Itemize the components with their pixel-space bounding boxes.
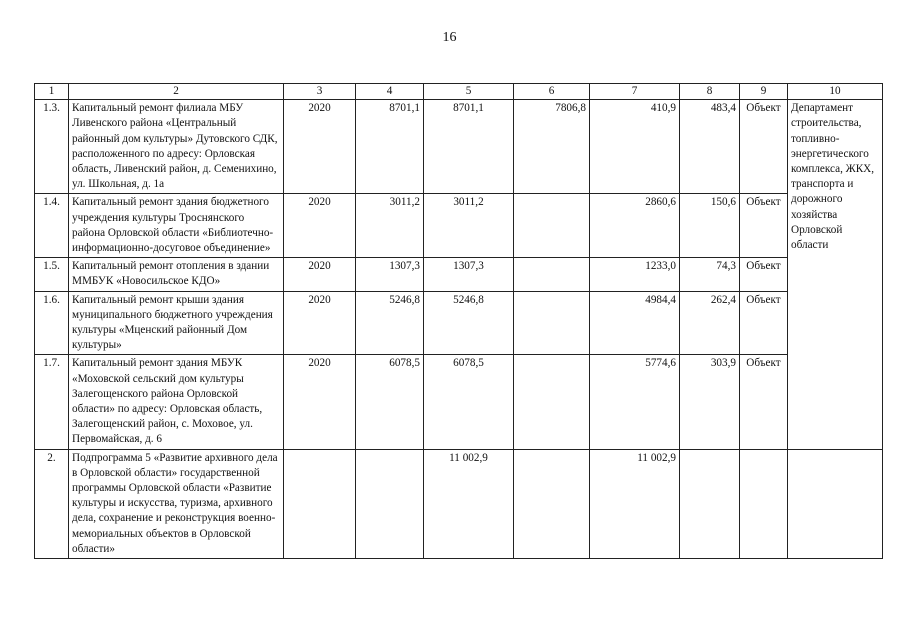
header-cell-1: 1 xyxy=(35,84,69,100)
table-row xyxy=(35,100,883,194)
row-value-8: 74,3 xyxy=(680,258,740,291)
row-value-5: 1307,3 xyxy=(424,258,514,291)
row-description: Капитальный ремонт здания бюджетного учреждения культуры Троснянского района Орловской области «Библиотечно-информационно-досуговое объединение» xyxy=(69,194,284,258)
row-description: Подпрограмма 5 «Развитие архивного дела в Орловской области» государственной программы Орловской области «Развитие культуры и искусства, туризма, архивного дела, сохранение и реконструкция военно-мемориальных объектов в Орловской области» xyxy=(69,449,284,558)
row-value-4: 3011,2 xyxy=(356,194,424,258)
row-value-4: 8701,1 xyxy=(356,100,424,194)
row-description: Капитальный ремонт здания МБУК «Моховской сельский дом культуры Залегощенского района Орловской области» по адресу: Орловская область, Залегощенский район, с. Моховое, ул. Первомайская, д. 6 xyxy=(69,355,284,449)
row-value-8: 150,6 xyxy=(680,194,740,258)
row-value-8: 483,4 xyxy=(680,100,740,194)
row-value-8: 262,4 xyxy=(680,291,740,355)
row-year: 2020 xyxy=(284,355,356,449)
row-value-7: 410,9 xyxy=(590,100,680,194)
header-cell-3: 3 xyxy=(284,84,356,100)
row-number: 2. xyxy=(35,449,69,558)
row-value-7: 5774,6 xyxy=(590,355,680,449)
table-row xyxy=(35,291,883,355)
row-unit: Объект xyxy=(740,100,788,194)
row-value-4 xyxy=(356,449,424,558)
row-value-5: 6078,5 xyxy=(424,355,514,449)
row-value-6 xyxy=(514,194,590,258)
budget-table xyxy=(34,83,883,559)
row-number: 1.3. xyxy=(35,100,69,194)
header-cell-9: 9 xyxy=(740,84,788,100)
row-value-8: 303,9 xyxy=(680,355,740,449)
row-value-5: 3011,2 xyxy=(424,194,514,258)
row-number: 1.6. xyxy=(35,291,69,355)
row-value-6: 7806,8 xyxy=(514,100,590,194)
row-number: 1.5. xyxy=(35,258,69,291)
responsible-empty xyxy=(788,449,883,558)
header-cell-4: 4 xyxy=(356,84,424,100)
page-number: 16 xyxy=(442,30,457,45)
row-year xyxy=(284,449,356,558)
row-unit: Объект xyxy=(740,355,788,449)
header-cell-8: 8 xyxy=(680,84,740,100)
row-year: 2020 xyxy=(284,258,356,291)
row-value-4: 1307,3 xyxy=(356,258,424,291)
header-cell-2: 2 xyxy=(69,84,284,100)
table-row xyxy=(35,194,883,258)
row-value-6 xyxy=(514,258,590,291)
row-year: 2020 xyxy=(284,194,356,258)
header-cell-7: 7 xyxy=(590,84,680,100)
row-value-6 xyxy=(514,355,590,449)
row-year: 2020 xyxy=(284,100,356,194)
row-number: 1.4. xyxy=(35,194,69,258)
header-cell-10: 10 xyxy=(788,84,883,100)
row-value-6 xyxy=(514,291,590,355)
row-unit: Объект xyxy=(740,291,788,355)
row-value-5: 5246,8 xyxy=(424,291,514,355)
table-row xyxy=(35,258,883,291)
row-value-4: 5246,8 xyxy=(356,291,424,355)
header-cell-6: 6 xyxy=(514,84,590,100)
row-unit: Объект xyxy=(740,194,788,258)
row-value-7: 4984,4 xyxy=(590,291,680,355)
row-number: 1.7. xyxy=(35,355,69,449)
row-value-4: 6078,5 xyxy=(356,355,424,449)
table-row xyxy=(35,355,883,449)
row-description: Капитальный ремонт отопления в здании ММБУК «Новосильское КДО» xyxy=(69,258,284,291)
row-description: Капитальный ремонт филиала МБУ Ливенского района «Центральный районный дом культуры» Дутовского СДК, расположенного по адресу: Орловская область, Ливенский район, д. Семенихино, ул. Школьная, д. 1а xyxy=(69,100,284,194)
row-value-5: 8701,1 xyxy=(424,100,514,194)
responsible-department: Департамент строительства, топливно-энергетического комплекса, ЖКХ, транспорта и дорожного хозяйства Орловской области xyxy=(788,100,883,449)
row-value-7: 2860,6 xyxy=(590,194,680,258)
row-year: 2020 xyxy=(284,291,356,355)
row-unit: Объект xyxy=(740,258,788,291)
header-row xyxy=(35,84,883,100)
table-row xyxy=(35,449,883,558)
row-value-7: 1233,0 xyxy=(590,258,680,291)
header-cell-5: 5 xyxy=(424,84,514,100)
row-value-6 xyxy=(514,449,590,558)
row-description: Капитальный ремонт крыши здания муниципального бюджетного учреждения культуры «Мценский районный Дом культуры» xyxy=(69,291,284,355)
row-value-7: 11 002,9 xyxy=(590,449,680,558)
row-unit xyxy=(740,449,788,558)
row-value-8 xyxy=(680,449,740,558)
row-value-5: 11 002,9 xyxy=(424,449,514,558)
